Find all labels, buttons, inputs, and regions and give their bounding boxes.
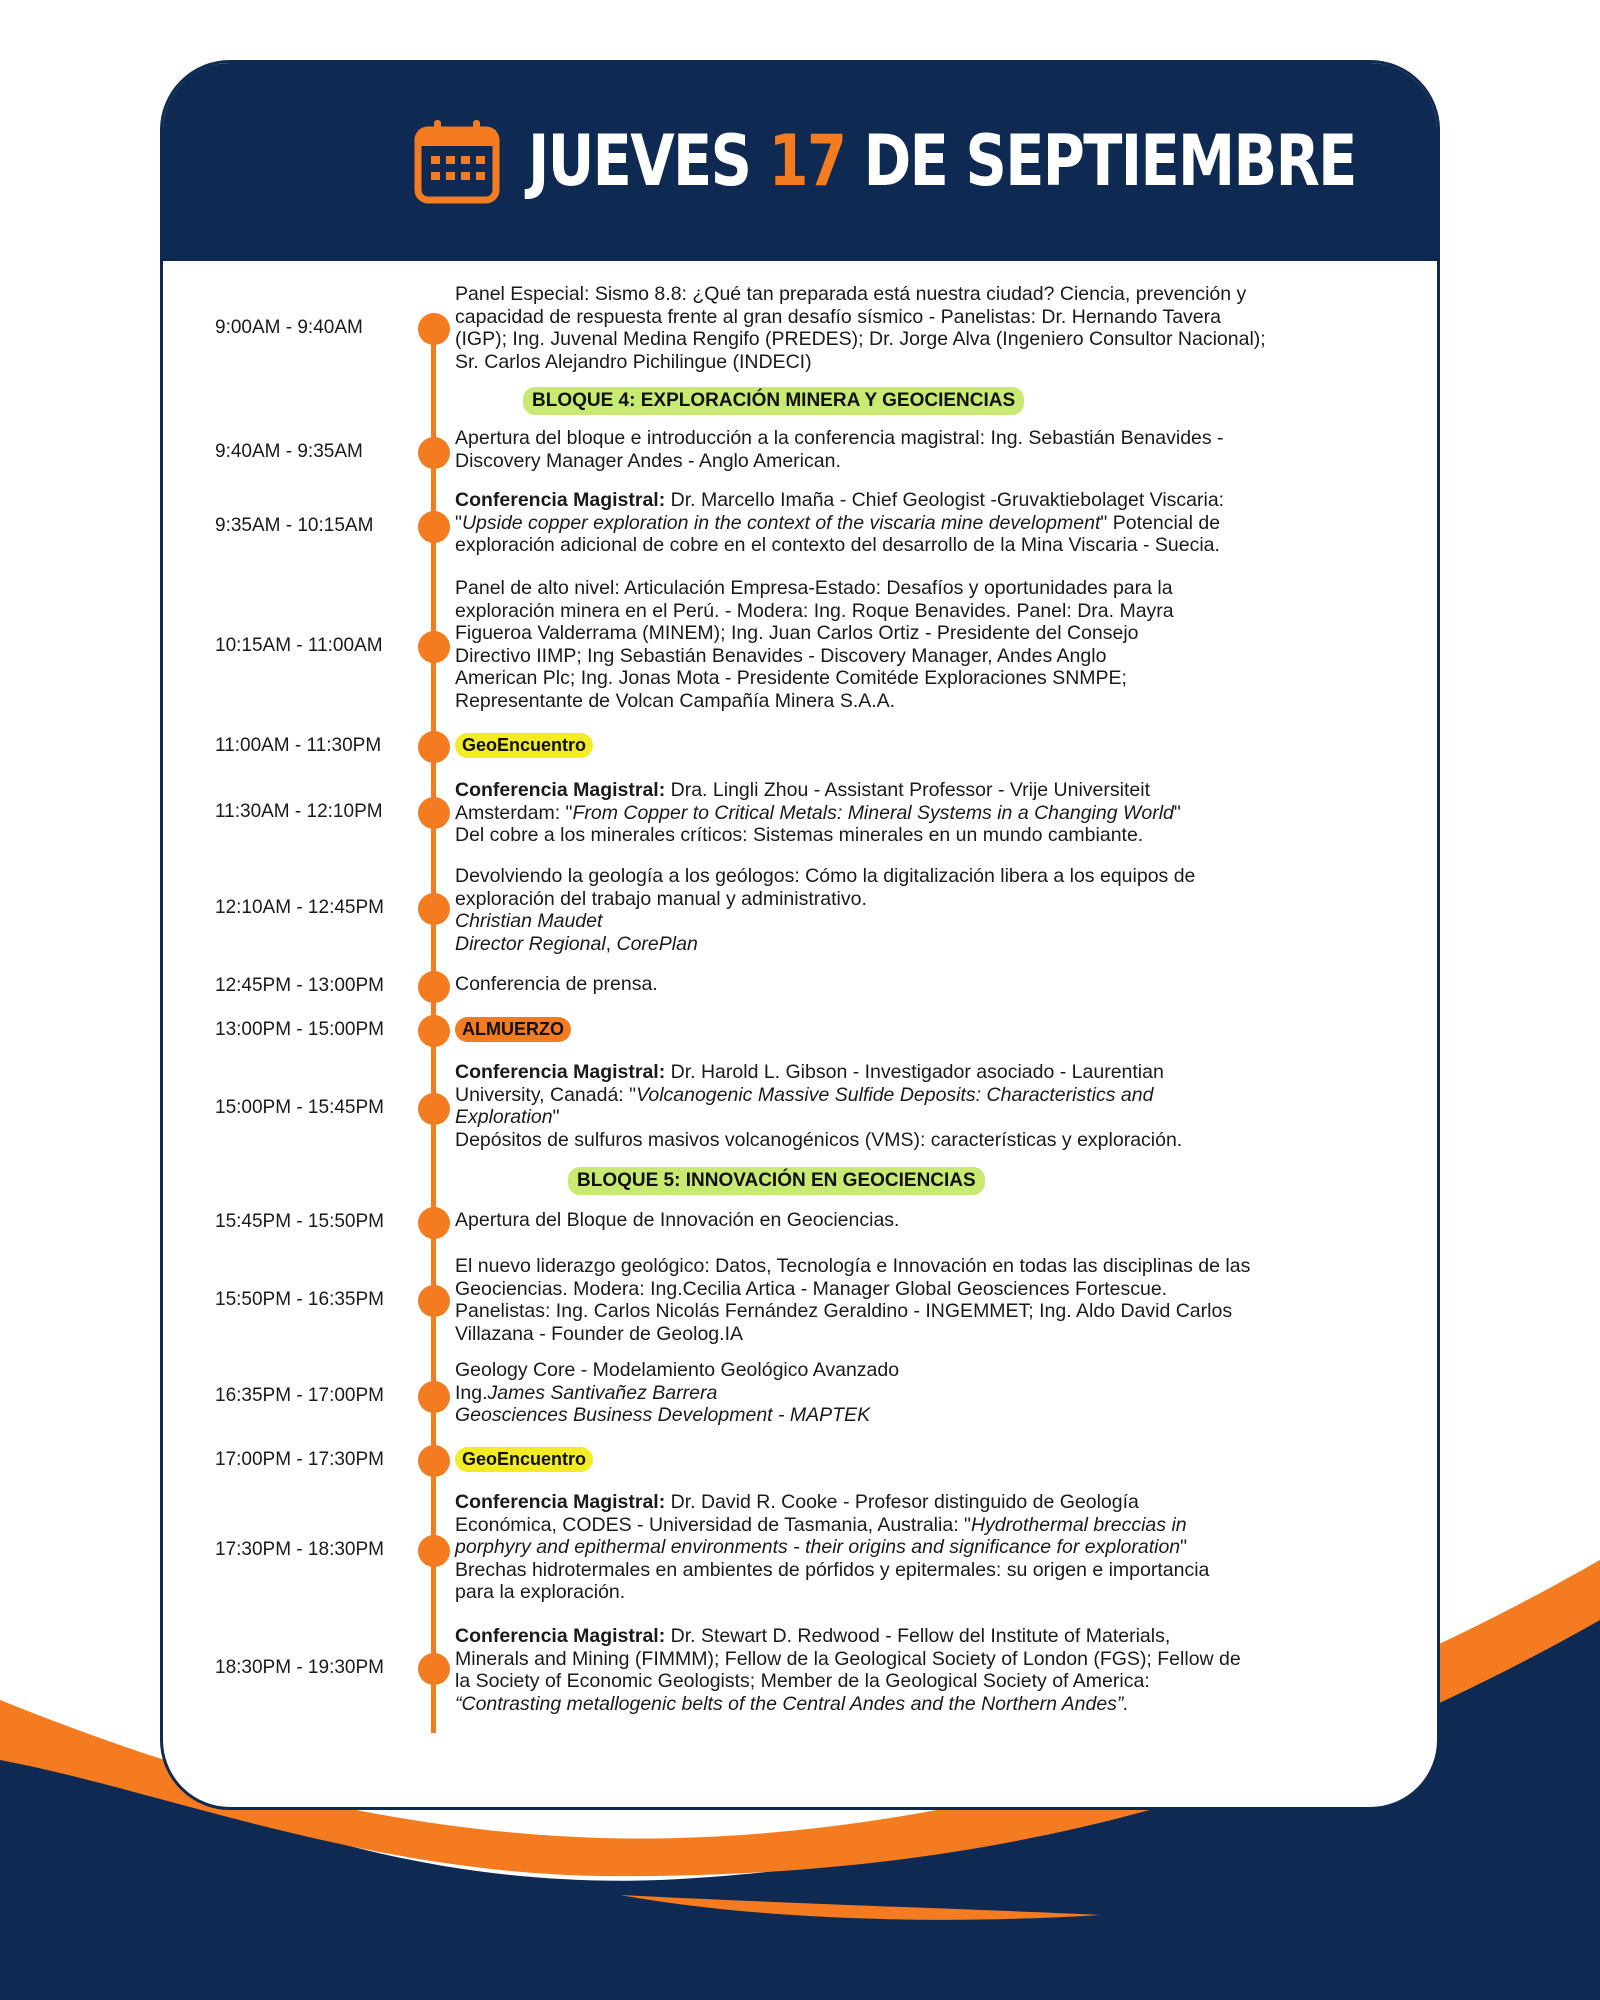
session-description: Conferencia Magistral: Dr. Stewart D. Redwood - Fellow del Institute of Materials, Minerals and Mining (FIMMM); Fellow de la Geological Society of London (FGS); Fellow de la Society of Economic Geologists; Member de la Geological Society of America: “Contrasting metallogenic belts of the Central Andes and the Northern Andes”.	[455, 1625, 1241, 1715]
time-label: 17:30PM - 18:30PM	[215, 1539, 384, 1560]
session-description: Geology Core - Modelamiento Geológico Avanzado Ing.James Santivañez Barrera Geosciences Business Development - MAPTEK	[455, 1359, 900, 1426]
session-description: Devolviendo la geología a los geólogos: Cómo la digitalización libera a los equipos de exploración del trabajo manual y administrativo. Christian Maudet Director Regional, CorePlan	[455, 865, 1196, 955]
timeline-dot	[418, 893, 450, 925]
block-5-heading: BLOQUE 5: INNOVACIÓN EN GEOCIENCIAS	[568, 1167, 985, 1195]
time-label: 17:00PM - 17:30PM	[215, 1449, 384, 1470]
time-label: 12:45PM - 13:00PM	[215, 975, 384, 996]
block-4-heading: BLOQUE 4: EXPLORACIÓN MINERA Y GEOCIENCIAS	[523, 387, 1024, 415]
timeline-dot	[418, 1445, 450, 1477]
timeline-dot	[418, 731, 450, 763]
agenda-card	[160, 60, 1440, 1810]
almuerzo-badge: ALMUERZO	[455, 1017, 571, 1042]
time-label: 18:30PM - 19:30PM	[215, 1657, 384, 1678]
time-label: 10:15AM - 11:00AM	[215, 635, 383, 656]
timeline-dot	[418, 1207, 450, 1239]
page-header	[163, 63, 1437, 261]
geoencuentro-badge: GeoEncuentro	[455, 1447, 593, 1472]
timeline-dot	[418, 631, 450, 663]
timeline-dot	[418, 511, 450, 543]
geoencuentro-badge: GeoEncuentro	[455, 733, 593, 758]
session-description: Apertura del bloque e introducción a la conferencia magistral: Ing. Sebastián Benavides - Discovery Manager Andes - Anglo American.	[455, 427, 1224, 472]
timeline-dot	[418, 1093, 450, 1125]
session-description: Conferencia de prensa.	[455, 973, 658, 995]
session-description: El nuevo liderazgo geológico: Datos, Tecnología e Innovación en todas las disciplinas de las Geociencias. Modera: Ing.Cecilia Artica - Manager Global Geosciences Fortescue. Panelistas: Ing. Carlos Nicolás Fernández Geraldino - INGEMMET; Ing. Aldo David Carlos Villazana - Founder de Geolog.IA	[455, 1255, 1251, 1345]
timeline-dot	[418, 1285, 450, 1317]
time-label: 9:00AM - 9:40AM	[215, 317, 363, 338]
session-description: Conferencia Magistral: Dr. Harold L. Gibson - Investigador asociado - Laurentian University, Canadá: "Volcanogenic Massive Sulfide Deposits: Characteristics and Exploration" Depósitos de sulfuros masivos volcanogénicos (VMS): características y exploración.	[455, 1061, 1183, 1151]
time-label: 9:40AM - 9:35AM	[215, 441, 363, 462]
time-label: 12:10AM - 12:45PM	[215, 897, 384, 918]
time-label: 11:00AM - 11:30PM	[215, 735, 382, 756]
timeline-dot	[418, 1653, 450, 1685]
session-description: Conferencia Magistral: Dr. Marcello Imaña - Chief Geologist -Gruvaktiebolaget Viscaria: "Upside copper exploration in the context of the viscaria mine development" Potencial de exploración adicional de cobre en el contexto del desarrollo de la Mina Viscaria - Suecia.	[455, 489, 1225, 556]
time-label: 15:45PM - 15:50PM	[215, 1211, 384, 1232]
day-number: 17	[768, 120, 846, 202]
time-label: 9:35AM - 10:15AM	[215, 515, 374, 536]
time-label: 15:00PM - 15:45PM	[215, 1097, 384, 1118]
time-label: 16:35PM - 17:00PM	[215, 1385, 384, 1406]
timeline-dot	[418, 971, 450, 1003]
timeline-dot	[418, 1535, 450, 1567]
time-label: 13:00PM - 15:00PM	[215, 1019, 384, 1040]
session-description: Conferencia Magistral: Dra. Lingli Zhou - Assistant Professor - Vrije Universiteit Amsterdam: "From Copper to Critical Metals: Mineral Systems in a Changing World" Del cobre a los minerales críticos: Sistemas minerales en un mundo cambiante.	[455, 779, 1181, 846]
session-description: Panel Especial: Sismo 8.8: ¿Qué tan preparada está nuestra ciudad? Ciencia, prevención y capacidad de respuesta frente al gran desafío sísmico - Panelistas: Dr. Hernando Tavera (IGP); Ing. Juvenal Medina Rengifo (PREDES); Dr. Jorge Alva (Ingeniero Consultor Nacional); Sr. Carlos Alejandro Pichilingue (INDECI)	[455, 283, 1266, 373]
timeline-dot	[418, 1015, 450, 1047]
page-title: JUEVES 17 DE SEPTIEMBRE	[528, 120, 1356, 202]
time-label: 11:30AM - 12:10PM	[215, 801, 383, 822]
timeline-dot	[418, 437, 450, 469]
session-description: Panel de alto nivel: Articulación Empresa-Estado: Desafíos y oportunidades para la exploración minera en el Perú. - Modera: Ing. Roque Benavides. Panel: Dra. Mayra Figueroa Valderrama (MINEM); Ing. Juan Carlos Ortiz - Presidente del Consejo Directivo IIMP; Ing Sebastián Benavides - Discovery Manager, Andes Anglo American Plc; Ing. Jonas Mota - Presidente Comitéde Exploraciones SNMPE; Representante de Volcan Campañía Minera S.A.A.	[455, 577, 1174, 712]
calendar-icon	[412, 116, 502, 206]
session-description: Conferencia Magistral: Dr. David R. Cooke - Profesor distinguido de Geología Económica, CODES - Universidad de Tasmania, Australia: "Hydrothermal breccias in porphyry and epithermal environments - their origins and significance for exploration" Brechas hidrotermales en ambientes de pórfidos y epitermales: su origen e importancia para la exploración.	[455, 1491, 1210, 1603]
timeline-dot	[418, 797, 450, 829]
timeline-dot	[418, 1381, 450, 1413]
time-label: 15:50PM - 16:35PM	[215, 1289, 384, 1310]
timeline-dot	[418, 313, 450, 345]
session-description: Apertura del Bloque de Innovación en Geociencias.	[455, 1209, 900, 1231]
